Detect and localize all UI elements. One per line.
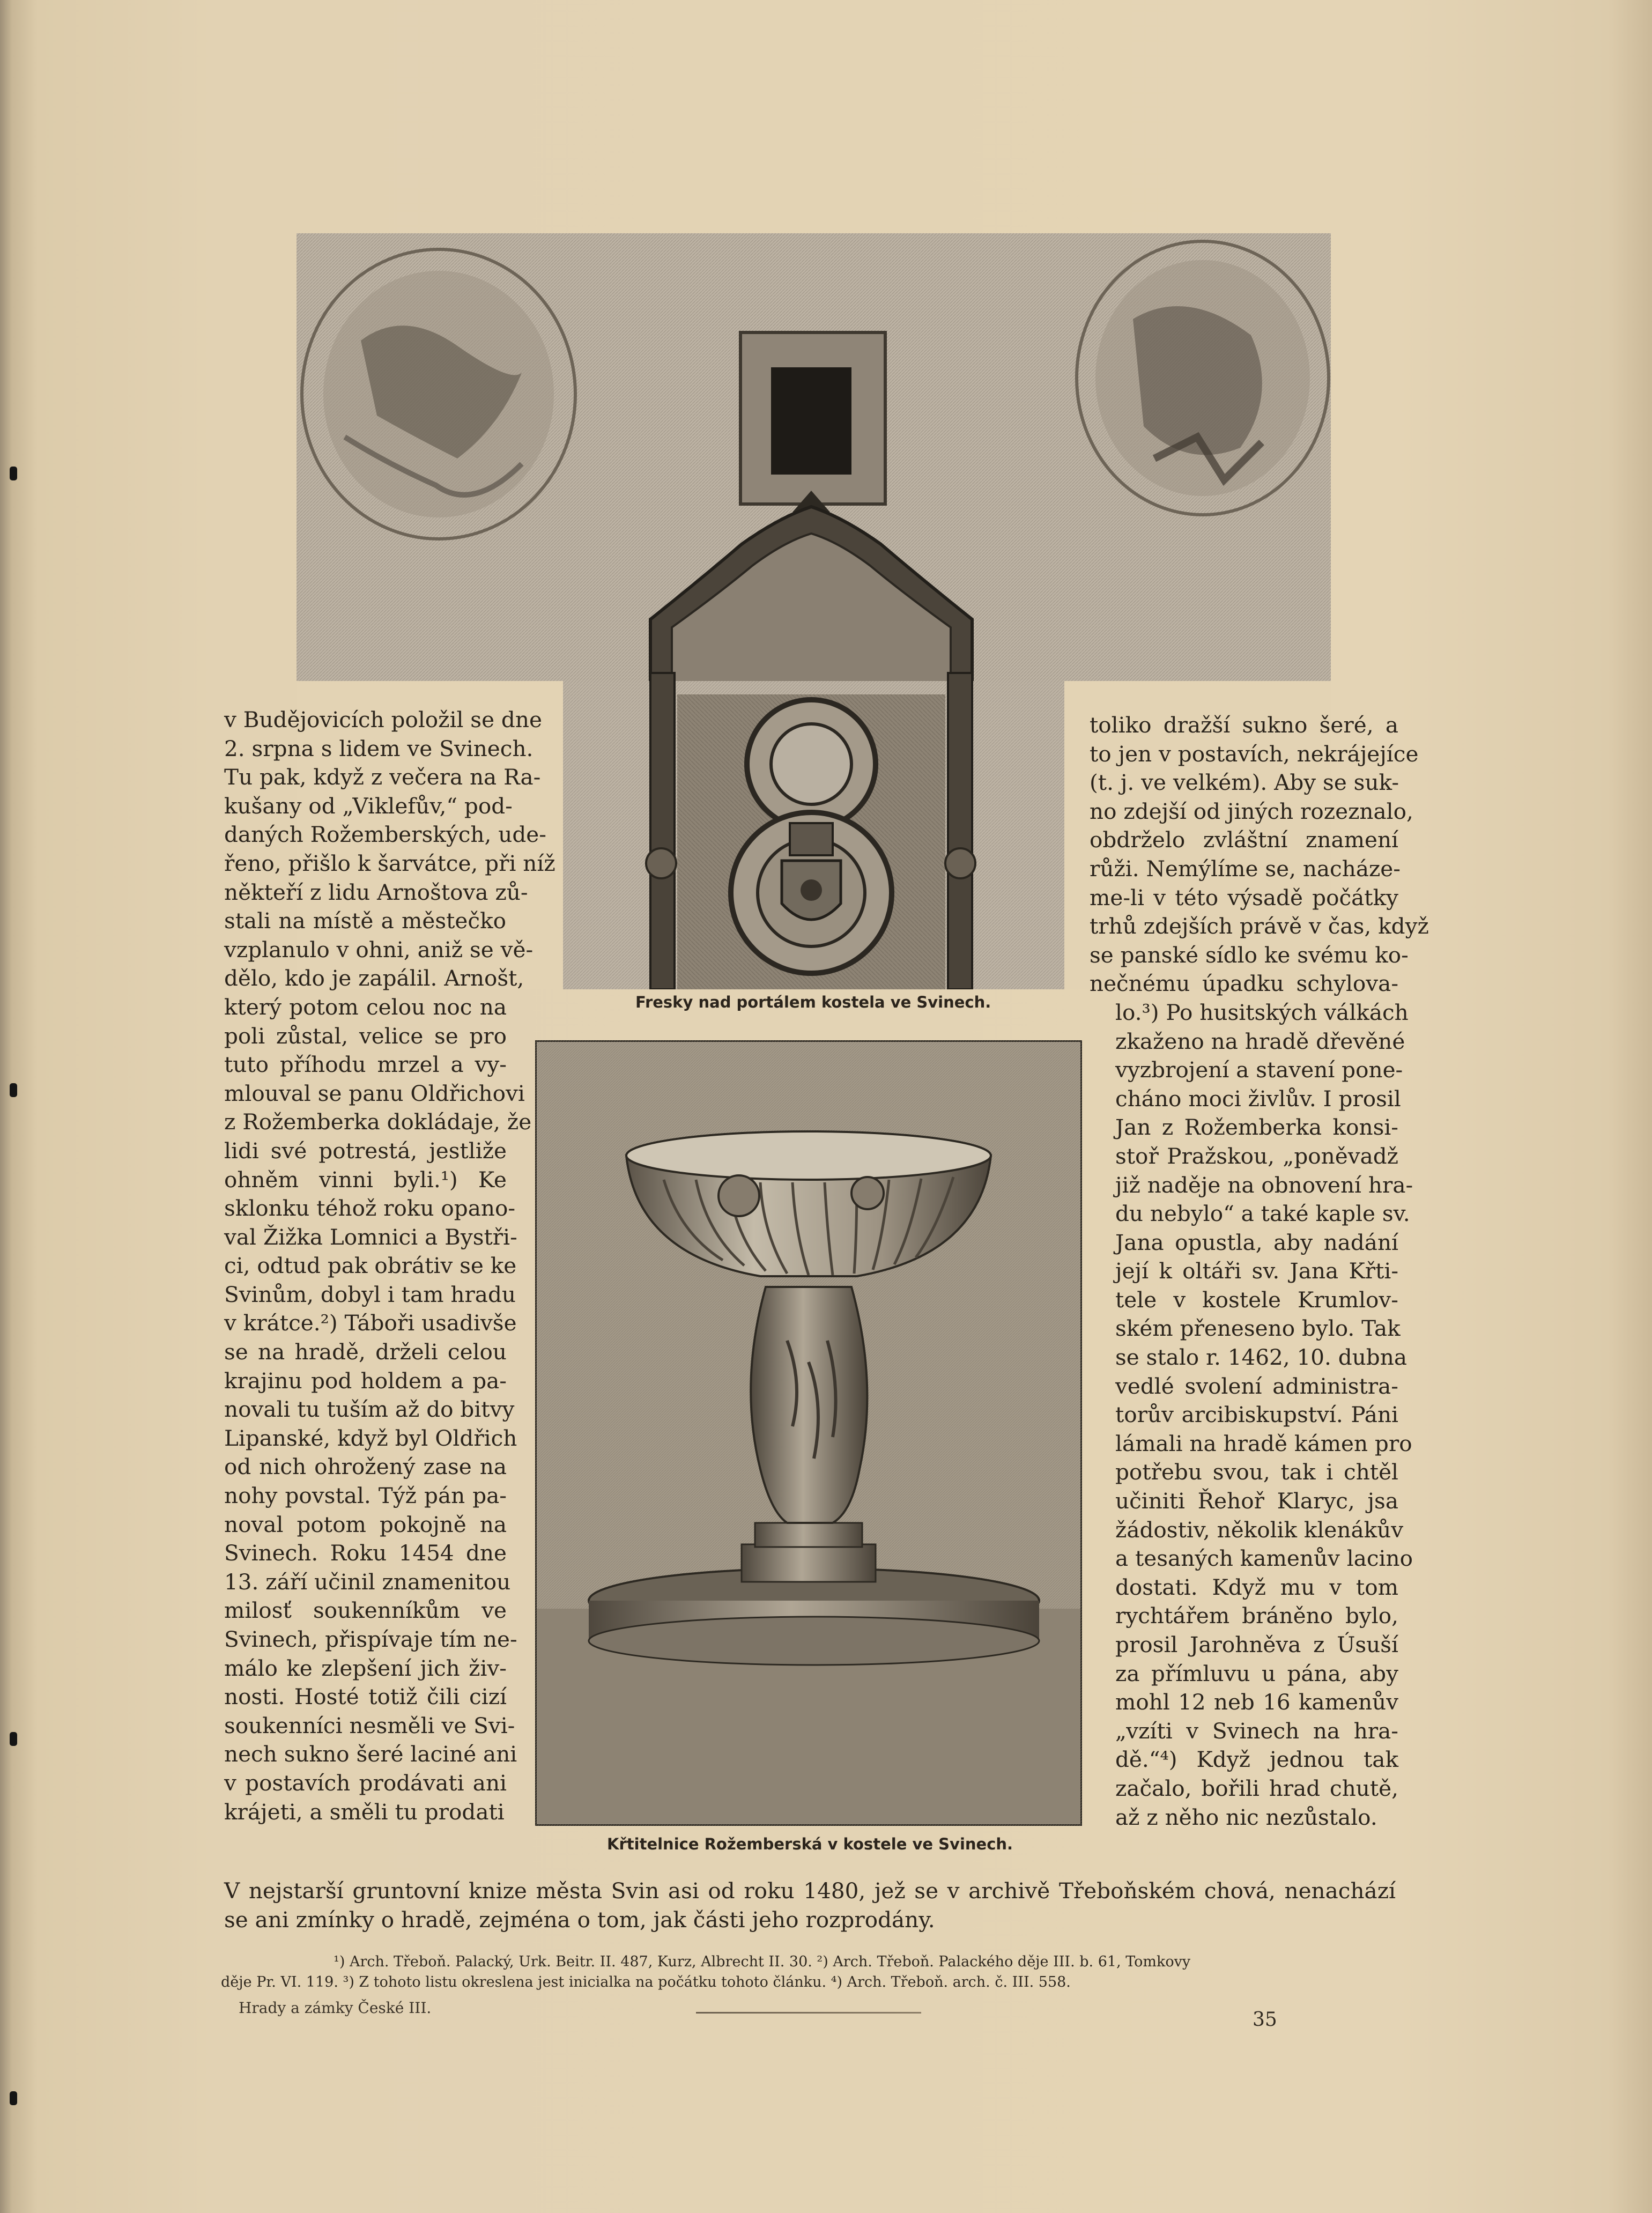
text-line: mlouval se panu Oldřichovi (224, 1080, 525, 1106)
text-line: a tesaných kamenův lacino (1115, 1545, 1413, 1572)
text-line: ohněm vinni byli.¹) Ke (224, 1166, 507, 1193)
text-line: mohl 12 neb 16 kamenův (1115, 1689, 1398, 1715)
text-line: ci, odtud pak obrátiv se ke (224, 1253, 517, 1279)
text-line: krájeti, a směli tu prodati (224, 1798, 505, 1825)
page-edge-mark (10, 1732, 17, 1746)
text-line: 13. září učinil znamenitou (224, 1568, 511, 1595)
text-line: noval potom pokojně na (224, 1511, 507, 1537)
text-line: dělo, kdo je zapálil. Arnošt, (224, 965, 524, 991)
text-line: v postavích prodávati ani (224, 1770, 507, 1796)
text-line: nohy povstal. Týž pán pa- (224, 1483, 507, 1509)
text-line: no zdejší od jiných rozeznalo, (1090, 798, 1413, 824)
text-line: toliko dražší sukno šeré, a (1090, 712, 1398, 738)
text-line: v krátce.²) Táboři usadivše (224, 1310, 517, 1336)
right-text-column (1090, 711, 1429, 1832)
text-line: nosti. Hosté totiž čili cizí (224, 1684, 507, 1710)
text-line: soukenníci nesměli ve Svi- (224, 1712, 515, 1738)
text-line: žádostiv, několik klenákův (1115, 1516, 1404, 1543)
text-line: od nich ohrožený zase na (224, 1454, 507, 1480)
text-line: potřebu svou, tak i chtěl (1115, 1459, 1398, 1485)
figure-caption: Křtitelnice Rožemberská v kostele ve Svinech. (607, 1835, 1013, 1853)
text-line: se ani zmínky o hradě, zejména o tom, jak části jeho rozprodány. (224, 1906, 935, 1933)
text-line: se stalo r. 1462, 10. dubna (1115, 1344, 1407, 1371)
text-line: rychtářem bráněno bylo, (1115, 1603, 1398, 1629)
footnote-line: děje Pr. VI. 119. ³) Z tohoto listu okreslena jest inicialka na počátku tohoto článku. ⁴) Arch. Třeboň. arch. č. III. 558. (221, 1974, 1071, 1990)
text-line: Jana opustla, aby nadání (1115, 1229, 1398, 1255)
text-line: to jen v postavích, nekrájejíce (1090, 741, 1419, 767)
page-edge-mark (10, 1083, 17, 1097)
text-line: se panské sídlo ke svému ko- (1090, 942, 1409, 968)
text-line: začalo, bořili hrad chutě, (1115, 1775, 1398, 1801)
text-line: lámali na hradě kámen pro (1115, 1430, 1412, 1456)
text-line: stali na místě a městečko (224, 908, 506, 934)
page-number: 35 (1253, 2009, 1277, 2031)
text-line: růži. Nemýlíme se, nacháze- (1090, 855, 1401, 882)
text-line: nech sukno šeré laciné ani (224, 1741, 517, 1767)
footnote-line: ¹) Arch. Třeboň. Palacký, Urk. Beitr. II. 487, Kurz, Albrecht II. 30. ²) Arch. Třeboň. Palackého děje III. b. 61, Tomkovy (334, 1953, 1191, 1970)
text-line: poli zůstal, velice se pro (224, 1023, 507, 1049)
text-line: novali tu tuším až do bitvy (224, 1396, 515, 1423)
text-line: trhů zdejších právě v čas, když (1090, 913, 1429, 939)
text-line: kušany od „Viklefův,“ pod- (224, 793, 513, 819)
text-line: krajinu pod holdem a pa- (224, 1367, 507, 1394)
text-line: Lipanské, když byl Oldřich (224, 1425, 517, 1451)
text-line: který potom celou noc na (224, 994, 507, 1020)
baptismal-font-illustration (535, 1040, 1082, 1826)
text-line: za přímluvu u pána, aby (1115, 1660, 1398, 1686)
text-line: Svinům, dobyl i tam hradu (224, 1281, 516, 1307)
text-line: du nebylo“ a také kaple sv. (1115, 1201, 1410, 1227)
text-line: me-li v této výsadě počátky (1090, 884, 1398, 911)
text-line: málo ke zlepšení jich živ- (224, 1655, 507, 1681)
page-edge-mark (10, 2091, 17, 2105)
divider (696, 2012, 921, 2014)
figure-caption: Fresky nad portálem kostela ve Svinech. (635, 993, 991, 1011)
text-line: někteří z lidu Arnoštova zů- (224, 879, 528, 905)
text-line: tele v kostele Krumlov- (1115, 1286, 1398, 1313)
text-line: Svinech. Roku 1454 dne (224, 1540, 507, 1566)
text-line: milosť soukenníkům ve (224, 1597, 507, 1624)
text-line: Svinech, přispívaje tím ne- (224, 1626, 517, 1652)
text-line: obdrželo zvláštní znamení (1090, 827, 1398, 853)
text-line: lidi své potrestá, jestliže (224, 1137, 507, 1164)
footnotes (221, 1952, 1395, 1993)
text-line: val Žižka Lomnici a Bystři- (224, 1224, 517, 1250)
text-line: vyzbrojení a stavení pone- (1115, 1057, 1403, 1083)
text-line: učiniti Řehoř Klaryc, jsa (1115, 1488, 1398, 1514)
text-line: dě.“⁴) Když jednou tak (1115, 1746, 1398, 1773)
full-width-paragraph (224, 1877, 1396, 1934)
text-line: ském přeneseno bylo. Tak (1115, 1315, 1401, 1342)
text-line: prosil Jarohněva z Úsuší (1115, 1632, 1398, 1657)
page-edge-mark (10, 467, 17, 480)
text-line: až z něho nic nezůstalo. (1115, 1804, 1377, 1830)
text-line: sklonku téhož roku opano- (224, 1195, 516, 1222)
text-line: dostati. Když mu v tom (1115, 1574, 1398, 1600)
text-line: zkaženo na hradě dřevěné (1115, 1028, 1405, 1054)
text-line: v Budějovicích položil se dne (224, 707, 542, 732)
text-line: řeno, přišlo k šarvátce, při níž (224, 850, 555, 876)
text-line: stoř Pražskou, „poněvadž (1115, 1143, 1398, 1169)
text-line: cháno moci živlův. I prosil (1115, 1085, 1401, 1112)
left-text-column (224, 706, 555, 1826)
text-line: torův arcibiskupství. Páni (1115, 1402, 1398, 1428)
book-title: Hrady a zámky České III. (239, 1999, 432, 2017)
text-line: lo.³) Po husitských válkách (1115, 999, 1409, 1025)
text-line: z Rožemberka dokládaje, že (224, 1109, 532, 1135)
text-line: se na hradě, drželi celou (224, 1339, 507, 1365)
text-line: tuto příhodu mrzel a vy- (224, 1052, 507, 1078)
text-line: vedlé svolení administra- (1115, 1373, 1398, 1399)
text-line: daných Rožemberských, ude- (224, 821, 546, 848)
text-line: její k oltáři sv. Jana Křti- (1115, 1258, 1398, 1284)
text-line: „vzíti v Svinech na hra- (1115, 1718, 1398, 1744)
text-line: V nejstarší gruntovní knize města Svin asi od roku 1480, jež se v archivě Třeboňském chová, nenachází (224, 1878, 1396, 1904)
text-line: (t. j. ve velkém). Aby se suk- (1090, 769, 1399, 796)
text-line: 2. srpna s lidem ve Svinech. (224, 735, 534, 761)
text-line: již naděje na obnovení hra- (1115, 1172, 1413, 1198)
text-line: nečnému úpadku schylova- (1090, 971, 1398, 997)
text-line: Tu pak, když z večera na Ra- (224, 764, 541, 790)
text-line: Jan z Rožemberka konsi- (1115, 1114, 1398, 1141)
text-line: vzplanulo v ohni, aniž se vě- (224, 936, 534, 963)
